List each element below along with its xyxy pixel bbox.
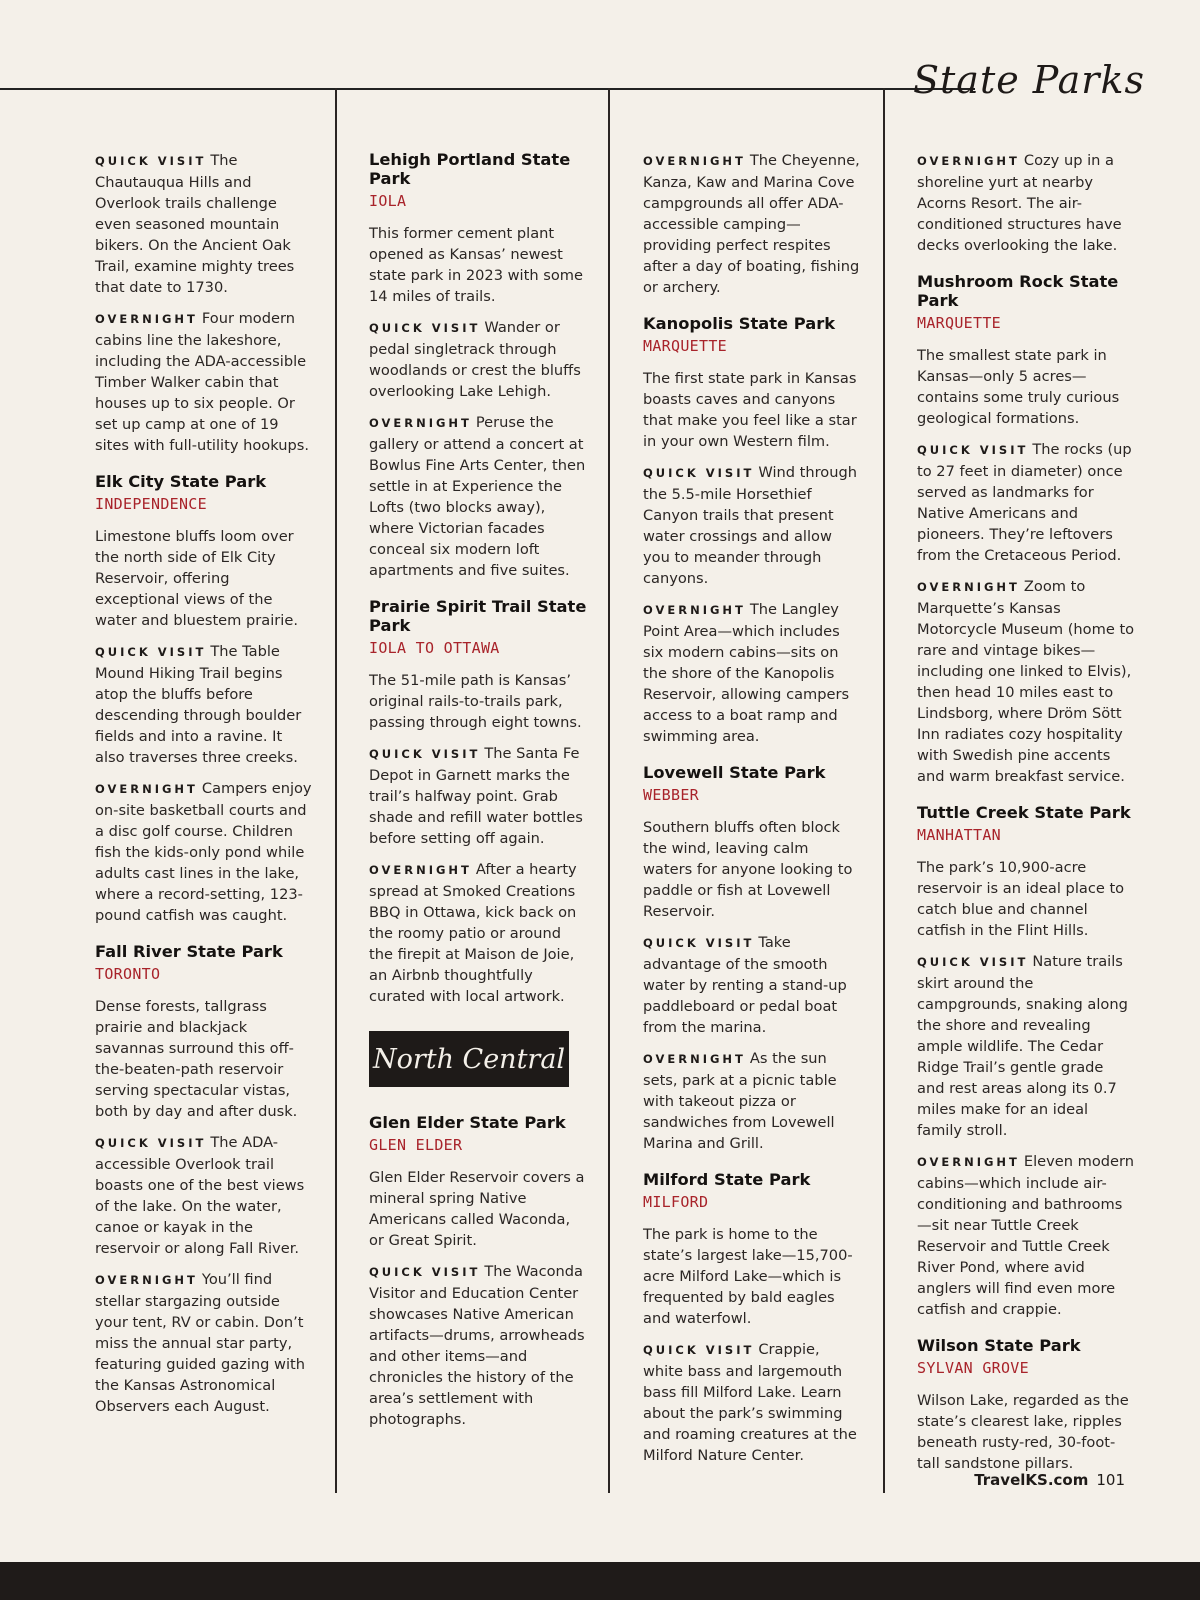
park-city: SYLVAN GROVE xyxy=(917,1359,1029,1377)
column-1 xyxy=(95,150,313,1427)
park-city: MARQUETTE xyxy=(643,337,727,355)
page-footer xyxy=(974,1471,1125,1489)
footer-band xyxy=(0,1562,1200,1600)
column-4 xyxy=(917,150,1135,1484)
top-rule xyxy=(0,88,975,90)
region-badge: North Central xyxy=(369,1031,569,1087)
park-name: Lovewell State Park xyxy=(643,763,826,782)
quick-visit-paragraph: QUICK VISIT The Chautauqua Hills and Overlook trails challenge even seasoned mountain bikers. On the Ancient Oak Trail, examine mighty trees that date to 1730. xyxy=(95,152,295,296)
overnight-paragraph: OVERNIGHT Eleven modern cabins—which include air-conditioning and bathrooms—sit near Tuttle Creek Reservoir and Tuttle Creek River Pond, where avid anglers will find even more catfish and crappie. xyxy=(917,1153,1135,1318)
park-city: MANHATTAN xyxy=(917,826,1001,844)
park-description: The smallest state park in Kansas—only 5 acres—contains some truly curious geological formations. xyxy=(917,347,1120,427)
column-3 xyxy=(643,150,861,1476)
overnight-paragraph: OVERNIGHT Four modern cabins line the lakeshore, including the ADA-accessible Timber Walker cabin that houses up to six people. Or set up camp at one of 19 sites with full-utility hookups. xyxy=(95,310,309,454)
overnight-paragraph: OVERNIGHT Peruse the gallery or attend a concert at Bowlus Fine Arts Center, then settle in at Experience the Lofts (two blocks away), where Victorian facades conceal six modern loft apartments and five suites. xyxy=(369,414,586,579)
park-name: Wilson State Park xyxy=(917,1336,1081,1355)
park-name: Prairie Spirit Trail State Park xyxy=(369,597,587,635)
park-description: Glen Elder Reservoir covers a mineral spring Native Americans called Waconda, or Great Spirit. xyxy=(369,1169,585,1249)
park-name: Kanopolis State Park xyxy=(643,314,836,333)
park-city: INDEPENDENCE xyxy=(95,495,207,513)
park-description: The park is home to the state’s largest lake—15,700-acre Milford Lake—which is frequented by bald eagles and waterfowl. xyxy=(643,1226,853,1327)
column-divider xyxy=(608,88,610,1493)
park-description: This former cement plant opened as Kansas’ newest state park in 2023 with some 14 miles of trails. xyxy=(369,225,583,305)
park-city: MARQUETTE xyxy=(917,314,1001,332)
page-number: 101 xyxy=(1096,1471,1125,1489)
overnight-paragraph: OVERNIGHT Campers enjoy on-site basketball courts and a disc golf course. Children fish the kids-only pond while adults cast lines in the lake, where a record-setting, 123-pound catfish was caught. xyxy=(95,780,312,924)
park-city: WEBBER xyxy=(643,786,699,804)
quick-visit-paragraph: QUICK VISIT Wander or pedal singletrack through woodlands or crest the bluffs overlooking Lake Lehigh. xyxy=(369,319,581,400)
quick-visit-paragraph: QUICK VISIT Nature trails skirt around the campgrounds, snaking along the shore and revealing ample wildlife. The Cedar Ridge Trail’s gentle grade and rest areas along its 0.7 miles make for an ideal family stroll. xyxy=(917,953,1128,1139)
overnight-paragraph: OVERNIGHT Zoom to Marquette’s Kansas Motorcycle Museum (home to rare and vintage bikes—including one linked to Elvis), then head 10 miles east to Lindsborg, where Dröm Sött Inn radiates cozy hospitality with Swedish pine accents and warm breakfast service. xyxy=(917,578,1135,785)
quick-visit-paragraph: QUICK VISIT The ADA-accessible Overlook trail boasts one of the best views of the lake. On the water, canoe or kayak in the reservoir or along Fall River. xyxy=(95,1134,305,1257)
overnight-paragraph: OVERNIGHT The Cheyenne, Kanza, Kaw and Marina Cove campgrounds all offer ADA-accessible camping—providing perfect respites after a day of boating, fishing or archery. xyxy=(643,152,860,296)
park-city: TORONTO xyxy=(95,965,161,983)
overnight-paragraph: OVERNIGHT The Langley Point Area—which includes six modern cabins—sits on the shore of the Kanopolis Reservoir, allowing campers access to a boat ramp and swimming area. xyxy=(643,601,850,745)
park-description: Wilson Lake, regarded as the state’s clearest lake, ripples beneath rusty-red, 30-foot-tall sandstone pillars. xyxy=(917,1392,1129,1472)
park-name: Glen Elder State Park xyxy=(369,1113,566,1132)
quick-visit-paragraph: QUICK VISIT The Waconda Visitor and Education Center showcases Native American artifacts—drums, arrowheads and other items—and chronicles the history of the area’s settlement with photographs. xyxy=(369,1263,585,1428)
park-city: IOLA xyxy=(369,192,407,210)
park-name: Lehigh Portland State Park xyxy=(369,150,571,188)
park-city: GLEN ELDER xyxy=(369,1136,463,1154)
quick-visit-paragraph: QUICK VISIT The Table Mound Hiking Trail begins atop the bluffs before descending through boulder fields and into a ravine. It also traverses three creeks. xyxy=(95,643,302,766)
overnight-paragraph: OVERNIGHT As the sun sets, park at a picnic table with takeout pizza or sandwiches from Lovewell Marina and Grill. xyxy=(643,1050,837,1152)
quick-visit-paragraph: QUICK VISIT The Santa Fe Depot in Garnett marks the trail’s halfway point. Grab shade and refill water bottles before setting off again. xyxy=(369,745,583,847)
quick-visit-paragraph: QUICK VISIT The rocks (up to 27 feet in diameter) once served as landmarks for Native Americans and pioneers. They’re leftovers from the Cretaceous Period. xyxy=(917,441,1132,564)
footer-site-link[interactable]: TravelKS.com xyxy=(974,1471,1089,1489)
park-description: Limestone bluffs loom over the north side of Elk City Reservoir, offering exceptional views of the water and bluestem prairie. xyxy=(95,528,298,629)
column-divider xyxy=(335,88,337,1493)
column-divider xyxy=(883,88,885,1493)
park-description: The 51-mile path is Kansas’ original rails-to-trails park, passing through eight towns. xyxy=(369,672,582,731)
quick-visit-paragraph: QUICK VISIT Take advantage of the smooth water by renting a stand-up paddleboard or pedal boat from the marina. xyxy=(643,934,847,1036)
park-name: Elk City State Park xyxy=(95,472,267,491)
park-name: Milford State Park xyxy=(643,1170,811,1189)
park-description: The first state park in Kansas boasts caves and canyons that make you feel like a star in your own Western film. xyxy=(643,370,857,450)
overnight-paragraph: OVERNIGHT After a hearty spread at Smoked Creations BBQ in Ottawa, kick back on the roomy patio or around the firepit at Maison de Joie, an Airbnb thoughtfully curated with local artwork. xyxy=(369,861,577,1005)
park-description: Dense forests, tallgrass prairie and blackjack savannas surround this off-the-beaten-path reservoir serving spectacular vistas, both by day and after dusk. xyxy=(95,998,298,1120)
section-title: State Parks xyxy=(912,58,1145,102)
park-city: IOLA TO OTTAWA xyxy=(369,639,500,657)
overnight-paragraph: OVERNIGHT Cozy up in a shoreline yurt at nearby Acorns Resort. The air-conditioned structures have decks overlooking the lake. xyxy=(917,152,1122,254)
column-2 xyxy=(369,150,587,1440)
park-name: Tuttle Creek State Park xyxy=(917,803,1131,822)
overnight-paragraph: OVERNIGHT You’ll find stellar stargazing outside your tent, RV or cabin. Don’t miss the annual star party, featuring guided gazing with the Kansas Astronomical Observers each August. xyxy=(95,1271,305,1415)
park-name: Mushroom Rock State Park xyxy=(917,272,1119,310)
quick-visit-paragraph: QUICK VISIT Crappie, white bass and largemouth bass fill Milford Lake. Learn about the park’s swimming and roaming creatures at the Milford Nature Center. xyxy=(643,1341,857,1464)
park-description: Southern bluffs often block the wind, leaving calm waters for anyone looking to paddle or fish at Lovewell Reservoir. xyxy=(643,819,853,920)
quick-visit-paragraph: QUICK VISIT Wind through the 5.5-mile Horsethief Canyon trails that present water crossings and allow you to meander through canyons. xyxy=(643,464,858,587)
park-description: The park’s 10,900-acre reservoir is an ideal place to catch blue and channel catfish in the Flint Hills. xyxy=(917,859,1125,939)
park-name: Fall River State Park xyxy=(95,942,283,961)
park-city: MILFORD xyxy=(643,1193,709,1211)
